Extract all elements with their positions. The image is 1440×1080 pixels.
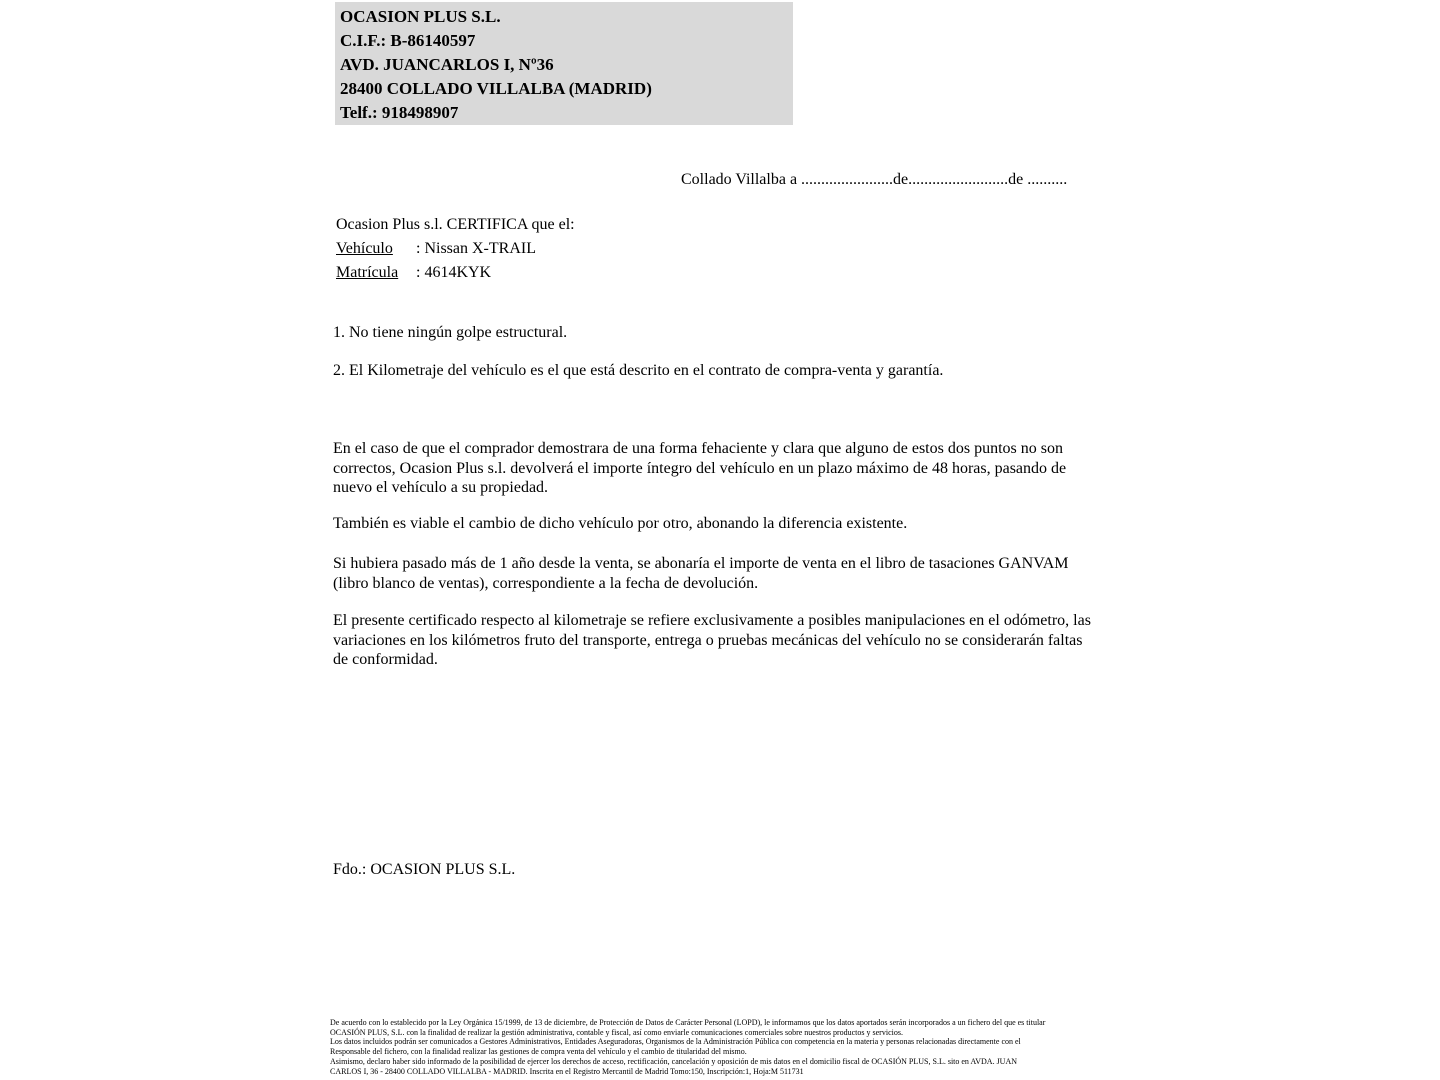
company-header-block — [335, 2, 793, 125]
paragraph-odometer: El presente certificado respecto al kilometraje se refiere exclusivamente a posibles manipulaciones en el odómetro, las variaciones en los kilómetros fruto del transporte, entrega o pruebas mecánicas del vehículo no se considerarán faltas de conformidad. — [333, 612, 1091, 668]
legal-line: De acuerdo con lo establecido por la Ley Orgánica 15/1999, de 13 de diciembre, de Protección de Datos de Carácter Personal (LOPD), le informamos que los datos aportados serán incorporados a un fichero del que es titular — [330, 1018, 1046, 1027]
company-city: 28400 COLLADO VILLALBA (MADRID) — [340, 79, 652, 98]
paragraph-ganvam: Si hubiera pasado más de 1 año desde la venta, se abonaría el importe de venta en el libro de tasaciones GANVAM (libro blanco de ventas), correspondiente a la fecha de devolución. — [333, 555, 1069, 592]
signature-line: Fdo.: OCASION PLUS S.L. — [333, 861, 516, 878]
legal-line: Responsable del fichero, con la finalidad realizar las gestiones de compra venta del vehículo y el cambio de titularidad del mismo. — [330, 1047, 747, 1057]
legal-line: Asimismo, declaro haber sido informado de la posibilidad de ejercer los derechos de acceso, rectificación, cancelación y oposición de mis datos en el domicilio fiscal de OCASIÓN PLUS, S.L. sito en AVDA. JUAN — [330, 1056, 1018, 1066]
vehicle-label: Vehículo — [336, 240, 393, 257]
legal-line: Los datos incluidos podrán ser comunicados a Gestores Administrativos, Entidades Aseguradoras, Organismos de la Administración Pública con competencia en la materia y personas relacionadas directamente con el — [330, 1037, 1021, 1047]
company-name: OCASION PLUS S.L. — [340, 7, 501, 26]
vehicle-row — [336, 237, 575, 261]
certify-intro: Ocasion Plus s.l. CERTIFICA que el: — [336, 216, 575, 233]
legal-line: CARLOS I, 36 - 28400 COLLADO VILLALBA - MADRID. Inscrita en el Registro Mercantil de Madrid Tomo:150, Inscripción:1, Hoja:M 511731 — [330, 1066, 804, 1076]
company-cif: C.I.F.: B-86140597 — [340, 31, 476, 50]
condition-point-2: 2. El Kilometraje del vehículo es el que está descrito en el contrato de compra-venta y garantía. — [333, 362, 944, 379]
paragraph-exchange: También es viable el cambio de dicho vehículo por otro, abonando la diferencia existente. — [333, 515, 908, 532]
vehicle-value: : Nissan X-TRAIL — [416, 240, 536, 257]
paragraph-refund: En el caso de que el comprador demostrara de una forma fehaciente y clara que alguno de estos dos puntos no son correctos, Ocasion Plus s.l. devolverá el importe íntegro del vehículo en un plazo máximo de 48 horas, pasando de nuevo el vehículo a su propiedad. — [333, 440, 1067, 496]
legal-line: OCASIÓN PLUS, S.L. con la finalidad de realizar la gestión administrativa, contable y fiscal, así como enviarle comunicaciones comerciales sobre nuestros productos y servicios. — [330, 1027, 903, 1037]
certify-block — [336, 213, 575, 285]
plate-row — [336, 261, 575, 285]
plate-value: : 4614KYK — [416, 264, 492, 281]
date-line: Collado Villalba a .......................de.........................de .......... — [681, 171, 1068, 188]
condition-point-1: 1. No tiene ningún golpe estructural. — [333, 324, 568, 341]
plate-label: Matrícula — [336, 264, 399, 281]
company-phone: Telf.: 918498907 — [340, 103, 459, 122]
company-address: AVD. JUANCARLOS I, Nº36 — [340, 55, 554, 74]
legal-fine-print — [330, 1018, 1120, 1076]
